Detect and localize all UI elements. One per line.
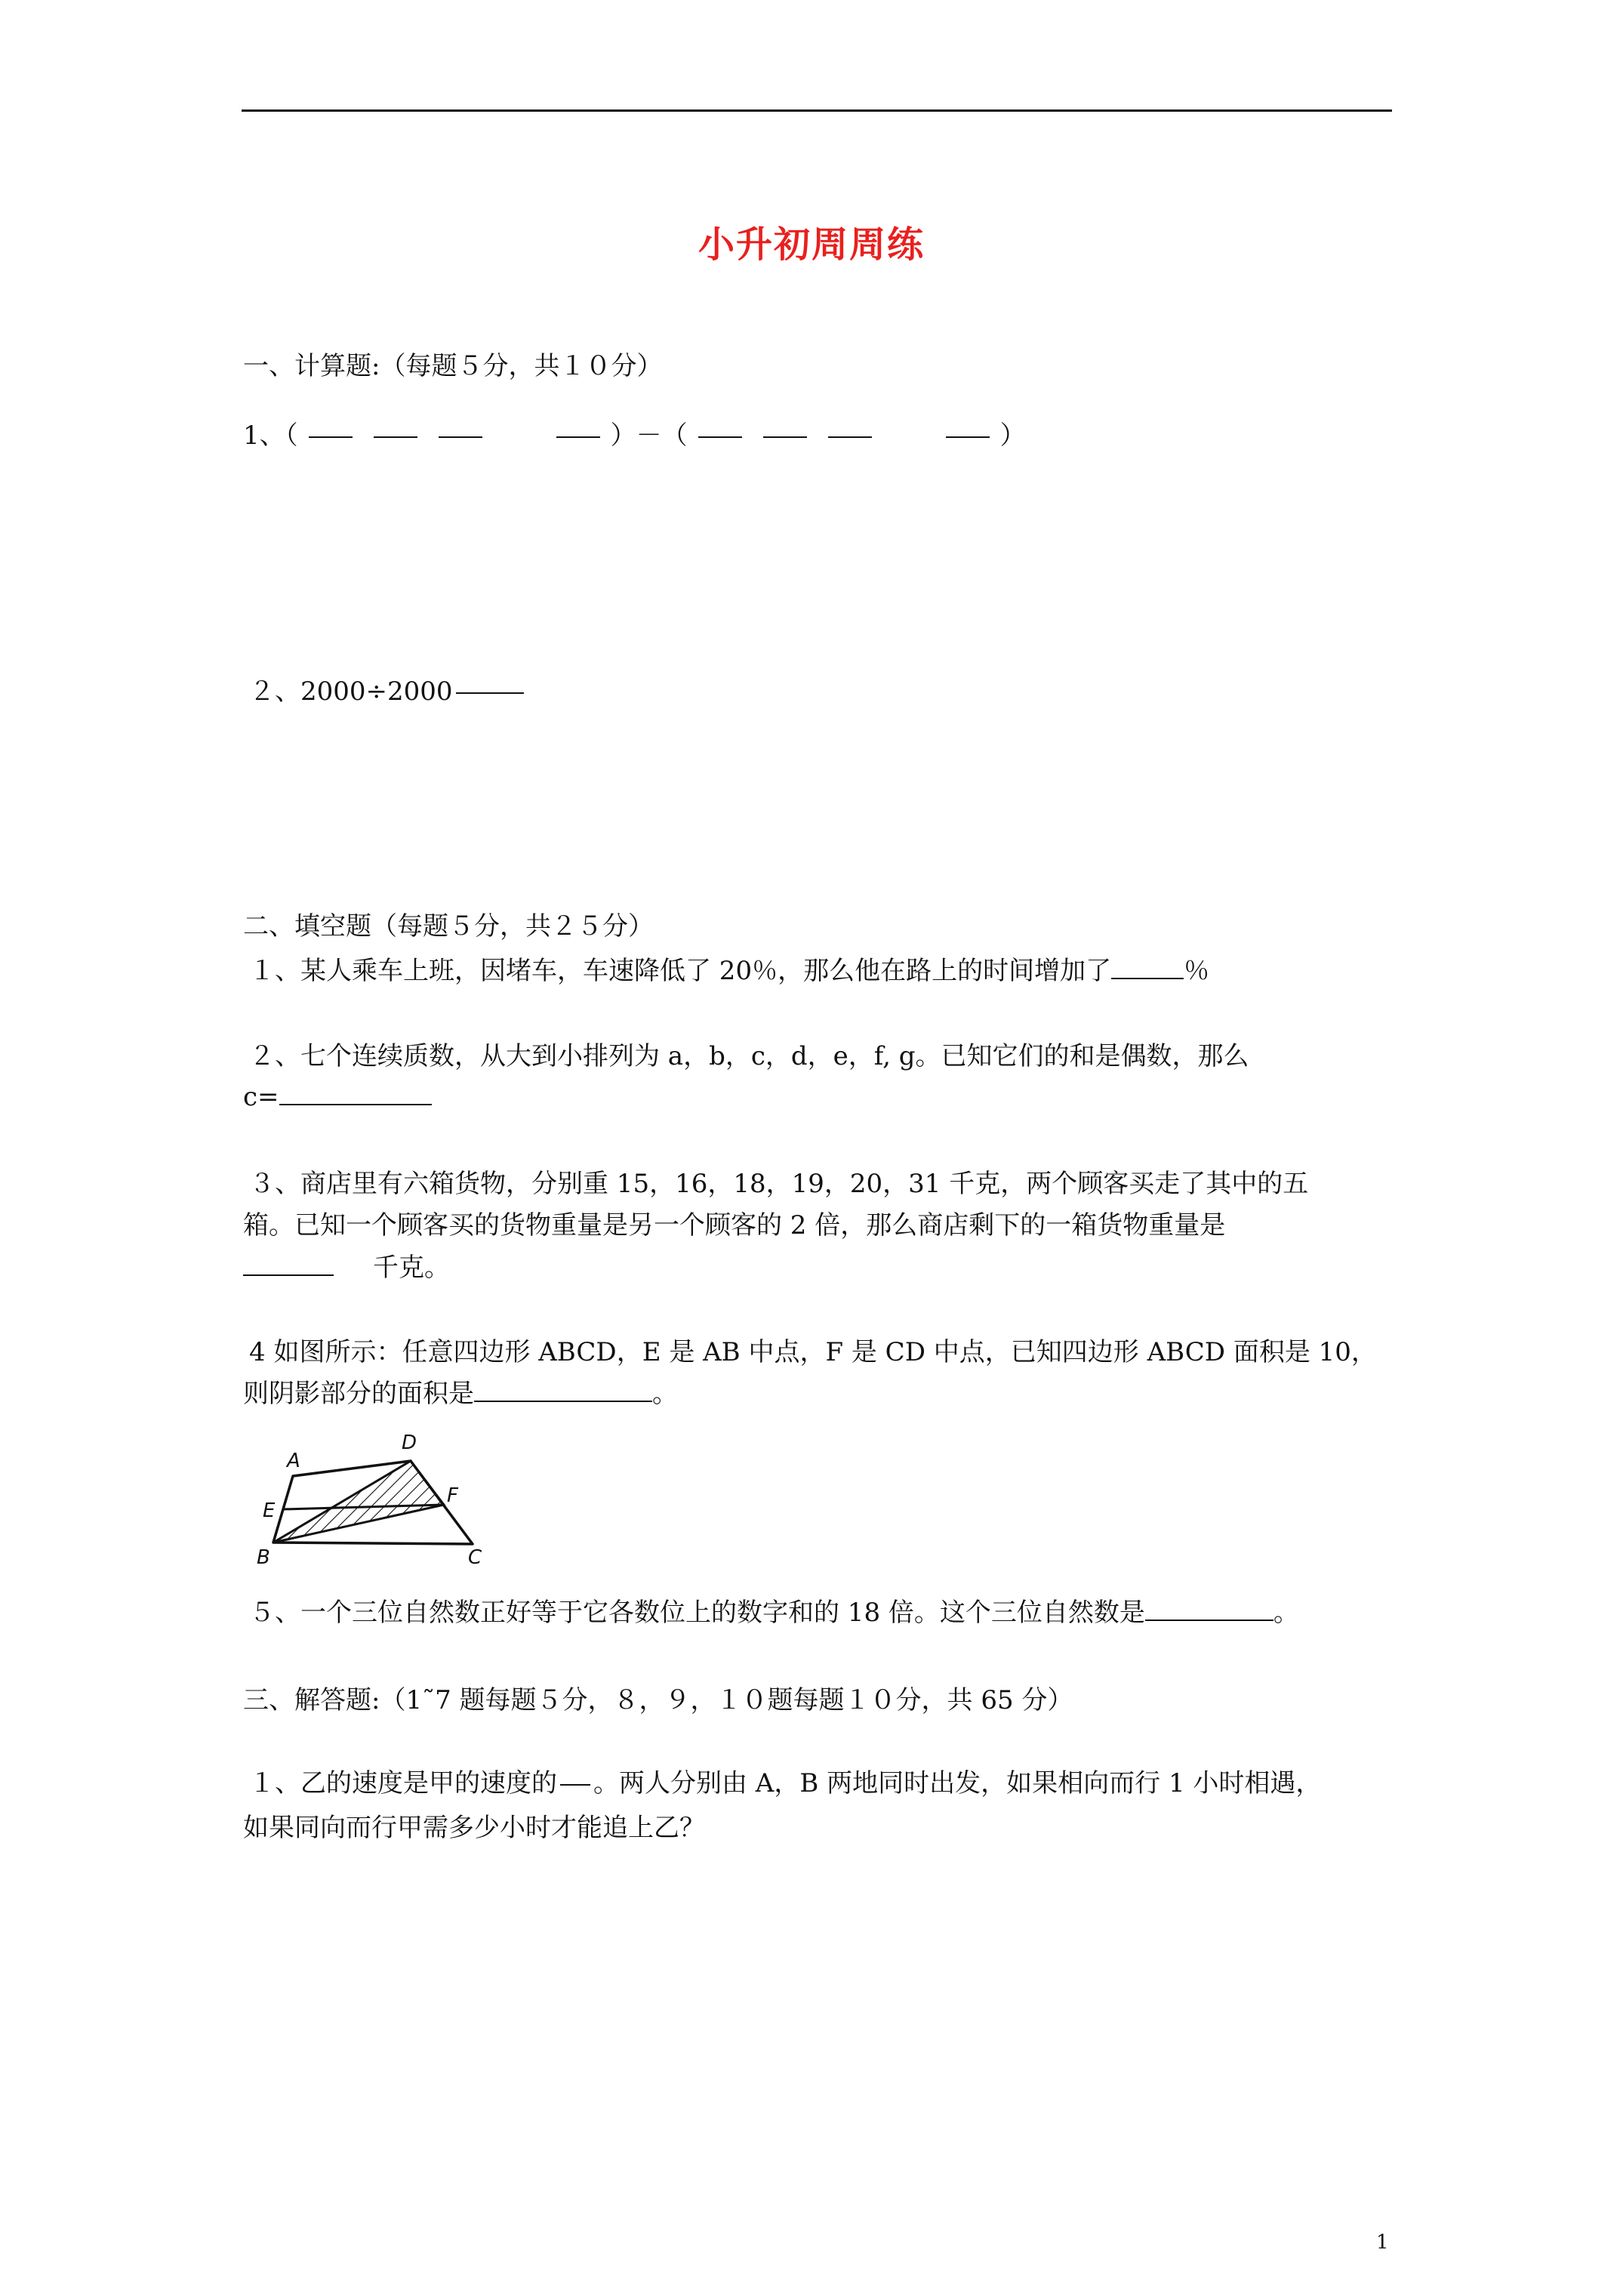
label-F: F (447, 1484, 458, 1507)
q2-5-end: 。 (1273, 1598, 1299, 1628)
label-C: C (468, 1546, 482, 1569)
q2-3-unit: 千克。 (373, 1253, 450, 1283)
question-2-3-line1: ３、商店里有六箱货物，分别重 15，16，18，19，20，31 千克，两个顾客买走了其中的五 (249, 1169, 1309, 1199)
q2-1-text: １、某人乘车上班，因堵车，车速降低了 20％，那么他在路上的时间增加了 (249, 956, 1112, 986)
answer-blank (1145, 1597, 1273, 1621)
question-2-3-line3 (243, 1250, 450, 1285)
fraction-bar (556, 436, 600, 438)
fraction-bar (439, 436, 482, 438)
page-title: 小升初周周练 (698, 223, 925, 266)
answer-line (456, 692, 524, 694)
section-1-heading: 一、计算题:（每题５分，共１０分） (243, 351, 663, 381)
question-1-2 (249, 674, 524, 709)
q2-4-label: 则阴影部分的面积是 (243, 1379, 474, 1409)
q2-1-unit: ％ (1184, 956, 1210, 986)
header-rule (242, 109, 1392, 112)
q2-4-end: 。 (652, 1379, 678, 1409)
question-2-4-line1: 4 如图所示：任意四边形 ABCD，E 是 AB 中点，F 是 CD 中点，已知四边形 ABCD 面积是 10， (249, 1337, 1377, 1367)
question-2-1 (249, 954, 1209, 988)
fraction-bar (374, 436, 417, 438)
section-2-heading: 二、填空题（每题５分，共２５分） (243, 911, 654, 942)
question-2-3-line2: 箱。已知一个顾客买的货物重量是另一个顾客的 2 倍，那么商店剩下的一箱货物重量是 (243, 1210, 1226, 1240)
q1-1-mid: ）－（ (610, 421, 688, 451)
q1-1-suffix: ） (999, 421, 1026, 451)
q2-5-text: ５、一个三位自然数正好等于它各数位上的数字和的 18 倍。这个三位自然数是 (249, 1598, 1145, 1628)
quadrilateral-figure (249, 1423, 506, 1574)
fraction-bar (309, 436, 353, 438)
label-E: E (263, 1499, 276, 1522)
question-2-5 (249, 1595, 1299, 1630)
fraction-bar (763, 436, 807, 438)
answer-blank (1111, 955, 1184, 979)
fraction-bar (560, 1784, 590, 1786)
answer-blank (279, 1081, 432, 1105)
label-D: D (402, 1432, 417, 1454)
q1-1-prefix: 1、（ (243, 421, 298, 451)
label-A: A (287, 1450, 300, 1472)
question-3-1-line2: 如果同向而行甲需多少小时才能追上乙？ (243, 1813, 705, 1843)
page-number: 1 (1376, 2231, 1389, 2254)
q3-1-part-b: 。两人分别由 A，B 两地同时出发，如果相向而行 1 小时相遇， (593, 1768, 1322, 1798)
question-2-2-line1: ２、七个连续质数，从大到小排列为 a，b，c，d，e，f, g。已知它们的和是偶数，那么 (249, 1041, 1249, 1071)
q1-2-text: ２、2000÷2000 (249, 676, 453, 707)
q2-2-label: c= (243, 1082, 279, 1112)
fraction-bar (946, 436, 990, 438)
answer-blank (243, 1252, 334, 1276)
question-1-1 (243, 418, 1026, 453)
question-2-4-line2 (243, 1376, 678, 1411)
q3-1-part-a: １、乙的速度是甲的速度的 (249, 1768, 557, 1798)
fraction-bar (698, 436, 742, 438)
question-2-2-line2 (243, 1080, 432, 1114)
question-3-1-line1 (249, 1766, 1321, 1801)
fraction-bar (828, 436, 872, 438)
label-B: B (257, 1546, 270, 1569)
section-3-heading: 三、解答题:（1˜7 题每题５分，８，９，１０题每题１０分，共 65 分） (243, 1685, 1073, 1715)
answer-blank (474, 1378, 652, 1402)
